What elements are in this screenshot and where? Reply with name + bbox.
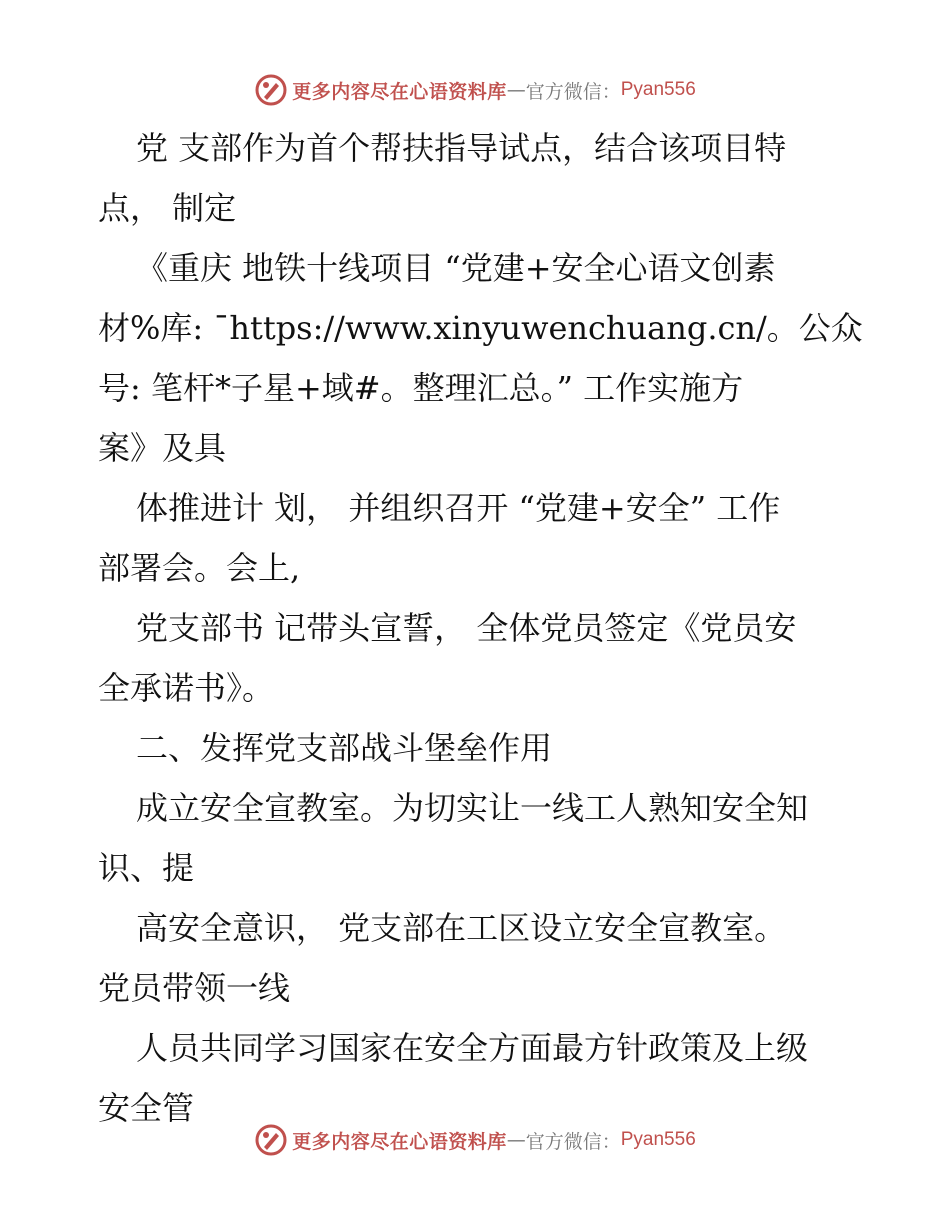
text-line: 体推进计 划， 并组织召开 “党建+安全” 工作 bbox=[136, 489, 781, 527]
wechat-id: Pyan556 bbox=[620, 79, 696, 100]
text-line: 案》及具 bbox=[98, 429, 227, 467]
wechat-id: Pyan556 bbox=[620, 1129, 696, 1150]
text-line: 高安全意识， 党支部在工区设立安全宣教室。 bbox=[136, 909, 787, 947]
brand-logo-icon bbox=[254, 73, 288, 107]
brand-logo-icon bbox=[254, 1123, 288, 1157]
text-line: 《重庆 地铁十线项目 “党建+安全心语文创素 bbox=[136, 249, 776, 287]
text-line: 材%库: ¯https://www.xinyuwenchuang.cn/。公众 bbox=[98, 309, 863, 347]
text-line: 点， 制定 bbox=[98, 189, 237, 227]
brand-name: 更多内容尽在心语资料库 bbox=[292, 80, 507, 103]
footer-watermark bbox=[0, 1120, 950, 1160]
text-line: 党支部书 记带头宣誓， 全体党员签定《党员安 bbox=[136, 609, 797, 647]
text-line: 识、提 bbox=[98, 849, 195, 887]
header-watermark bbox=[0, 70, 950, 110]
text-line: 号: 笔杆*子星+域#。整理汇总。” 工作实施方 bbox=[98, 369, 744, 407]
brand-name: 更多内容尽在心语资料库 bbox=[292, 1130, 507, 1153]
brand-dash: — bbox=[506, 79, 526, 101]
text-line: 党 支部作为首个帮扶指导试点，结合该项目特 bbox=[136, 129, 787, 167]
text-line: 人员共同学习国家在安全方面最方针政策及上级 bbox=[136, 1029, 809, 1067]
section-heading: 二、发挥党支部战斗堡垒作用 bbox=[136, 729, 553, 767]
text-line: 安全管 bbox=[98, 1089, 195, 1127]
brand-dash: — bbox=[506, 1129, 526, 1151]
document-body bbox=[98, 118, 863, 1138]
text-line: 成立安全宣教室。为切实让一线工人熟知安全知 bbox=[136, 789, 809, 827]
text-line: 党员带领一线 bbox=[98, 969, 291, 1007]
text-line: 部署会。会上, bbox=[98, 549, 301, 587]
wechat-label: 官方微信： bbox=[525, 80, 621, 103]
text-line: 全承诺书》。 bbox=[98, 669, 275, 707]
wechat-label: 官方微信： bbox=[525, 1130, 621, 1153]
